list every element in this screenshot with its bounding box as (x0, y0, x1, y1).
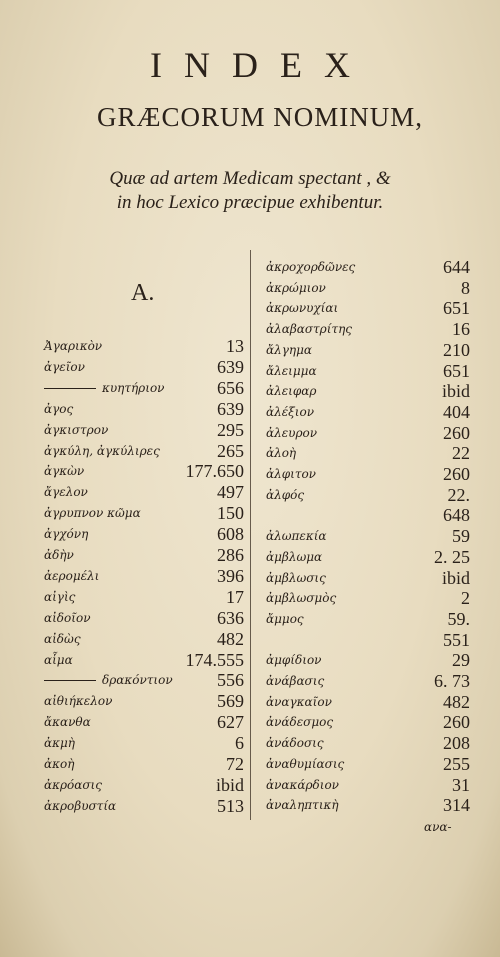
index-word: ἀναθυμίασις (266, 756, 345, 771)
page-number: 295 (217, 419, 244, 440)
index-word: ἀγκὼν (44, 464, 85, 479)
page-number: 608 (217, 524, 244, 545)
page-number: 648 (443, 505, 470, 526)
page-number: 644 (443, 257, 470, 277)
index-word: ἀκρωνυχίαι (266, 301, 339, 316)
subtitle-line-1: Quæ ad artem Medicam spectant , & (109, 168, 391, 189)
index-word: ἀλαβαστρίτης (266, 322, 352, 337)
index-word: ἀμφίδιον (266, 653, 322, 668)
page-number: 265 (217, 440, 244, 461)
ditto-dash (44, 680, 96, 681)
index-word: αἰδὼς (44, 631, 81, 646)
page-number: 59 (452, 526, 470, 547)
page-number: 59. (447, 608, 470, 629)
index-word: ἀνάδοσις (266, 736, 324, 751)
index-subtitle: GRÆCORUM NOMINUM, (96, 102, 424, 132)
page-number: 651 (443, 298, 470, 319)
index-word: ἄγελον (44, 485, 88, 500)
page-number: 22 (452, 443, 470, 464)
index-word: Ἀγαρικὸν (44, 339, 103, 353)
page-number: ibid (441, 381, 470, 402)
page-number: 639 (217, 356, 244, 377)
page-number: 639 (217, 398, 244, 419)
index-word: ἀμβλωσμὸς (266, 591, 337, 606)
page-number: 150 (217, 503, 244, 524)
index-word: ἀμβλωμα (266, 549, 323, 564)
page-number: 17 (226, 586, 244, 607)
index-word: ἀκροβυστία (44, 798, 117, 813)
page-number: 31 (452, 774, 470, 795)
index-word: ἀλφιτον (266, 467, 316, 481)
index-word: ἀλοὴ (266, 446, 297, 461)
page-number: 482 (217, 628, 244, 649)
index-word: ἀγκιστρον (44, 422, 109, 437)
index-word: αἰγὶς (44, 589, 76, 604)
page-number: 556 (217, 670, 244, 691)
page-number: 210 (443, 339, 470, 360)
index-word: αἰθιήκελον (44, 694, 113, 709)
page-number: ibid (441, 567, 470, 588)
catchword: ανα- (424, 820, 452, 834)
index-word: ἀνακάρδιον (266, 777, 339, 792)
index-word: ἀλειφαρ (266, 384, 317, 399)
page-number: 174.555 (185, 649, 244, 670)
index-word: ἀγρυπνον κῶμα (44, 506, 141, 521)
index-word: ἄλγημα (266, 342, 312, 357)
ditto-dash (44, 388, 96, 389)
page-number: 651 (443, 360, 470, 381)
page-number: 13 (226, 336, 244, 356)
index-title: INDEX (150, 45, 372, 85)
index-word: ἀλευρον (266, 425, 318, 440)
page-number: 6 (235, 733, 244, 754)
page-number: 404 (443, 401, 470, 422)
page-number: 627 (217, 712, 244, 733)
page-number: 260 (443, 464, 470, 484)
index-word: ἀκρόασις (44, 777, 102, 792)
index-word: ἀλέξιον (266, 404, 314, 419)
index-word: δρακόντιον (102, 673, 173, 688)
index-word: ἀγεῖον (44, 359, 85, 374)
page-number: 255 (443, 753, 470, 774)
index-word: ἀδὴν (44, 548, 74, 562)
page-number: 72 (226, 754, 244, 774)
section-letter: A. (131, 280, 155, 306)
index-word: ἀλφός (266, 487, 305, 502)
page-number: ibid (215, 774, 244, 795)
page-number: 396 (217, 565, 244, 586)
page-number: 2 (461, 588, 470, 609)
index-word: ἀκρώμιον (266, 280, 326, 295)
index-word: ἀγχόνη (44, 527, 89, 542)
page-number: 482 (443, 691, 470, 712)
page-number: 2. 25 (434, 546, 470, 567)
index-word: ἄκανθα (44, 715, 91, 730)
page-number: 569 (217, 691, 244, 712)
index-word: ἀγκύλη, ἀγκύλιρες (44, 443, 160, 458)
page-number: 513 (217, 795, 244, 816)
page-number: 208 (443, 733, 470, 754)
index-word: αἰδοῖον (44, 610, 91, 625)
index-word: ἄμμος (266, 611, 304, 626)
index-word: ἄλειμμα (266, 363, 317, 378)
index-word: ἀμβλωσις (266, 570, 326, 585)
page-number: 29 (452, 650, 470, 671)
column-divider (250, 250, 251, 820)
index-word: ἀνάβασις (266, 674, 325, 688)
index-word: ἀκροχορδῶνες (266, 260, 356, 274)
page-number: 177.650 (185, 461, 244, 482)
index-entry (266, 793, 470, 817)
page-number: 551 (443, 629, 470, 650)
page-number: 6. 73 (434, 671, 470, 691)
index-word: αἷμα (44, 652, 73, 667)
page-number: 260 (443, 712, 470, 733)
page-number: 286 (217, 545, 244, 565)
index-word: ἀκοὴ (44, 757, 75, 771)
page-number: 656 (217, 377, 244, 398)
index-word: ἀνάδεσμος (266, 715, 334, 730)
index-word: ἀναληπτικὴ (266, 798, 339, 813)
index-word: ἀγος (44, 401, 74, 416)
subtitle-line-2: in hoc Lexico præcipue exhibentur. (116, 192, 384, 213)
page-number: 636 (217, 607, 244, 628)
index-word: ἀλωπεκία (266, 529, 327, 544)
page-number: 16 (452, 319, 470, 340)
page-number: 260 (443, 422, 470, 443)
index-word: κυητήριον (102, 380, 165, 395)
index-word: ἀναγκαῖον (266, 694, 332, 709)
index-entry (44, 794, 244, 818)
page-number: 22. (447, 484, 470, 505)
index-word: ἀερομέλι (44, 568, 100, 583)
page-number: 497 (217, 482, 244, 503)
page-number: 314 (443, 795, 470, 816)
index-word: ἀκμὴ (44, 736, 75, 751)
page-number: 8 (461, 277, 470, 298)
